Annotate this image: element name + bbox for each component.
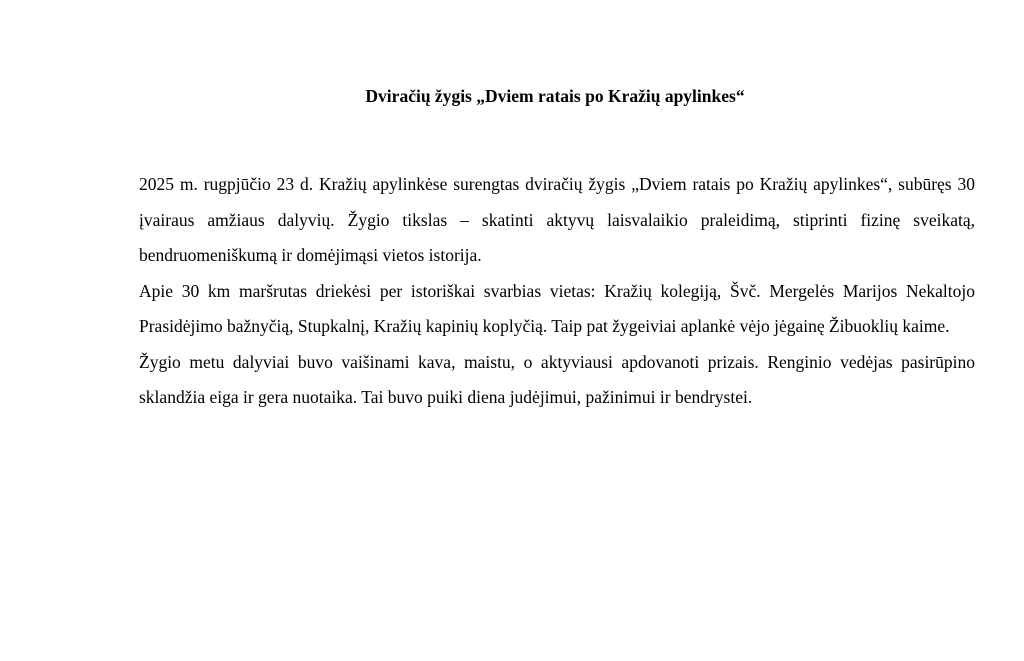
- paragraph-2: Apie 30 km maršrutas driekėsi per istoriškai svarbias vietas: Kražių kolegiją, Švč. Mergelės Marijos Nekaltojo Prasidėjimo bažnyčią, Stupkalnį, Kražių kapinių koplyčią. Taip pat žygeiviai aplankė vėjo jėgainę Žibuoklių kaime.: [139, 280, 975, 336]
- document-title: Dviračių žygis „Dviem ratais po Kražių apylinkes“: [365, 86, 745, 106]
- document-body: [139, 167, 975, 416]
- paragraph-1: 2025 m. rugpjūčio 23 d. Kražių apylinkėse surengtas dviračių žygis „Dviem ratais po Kražių apylinkes“, subūręs 30 įvairaus amžiaus dalyvių. Žygio tikslas – skatinti aktyvų laisvalaikio praleidimą, stiprinti fizinę sveikatą, bendruomeniškumą ir domėjimąsi vietos istorija.: [139, 174, 975, 265]
- paragraph-3: Žygio metu dalyviai buvo vaišinami kava, maistu, o aktyviausi apdovanoti prizais. Renginio vedėjas pasirūpino sklandžia eiga ir gera nuotaika. Tai buvo puiki diena judėjimui, pažinimui ir bendrystei.: [139, 351, 975, 407]
